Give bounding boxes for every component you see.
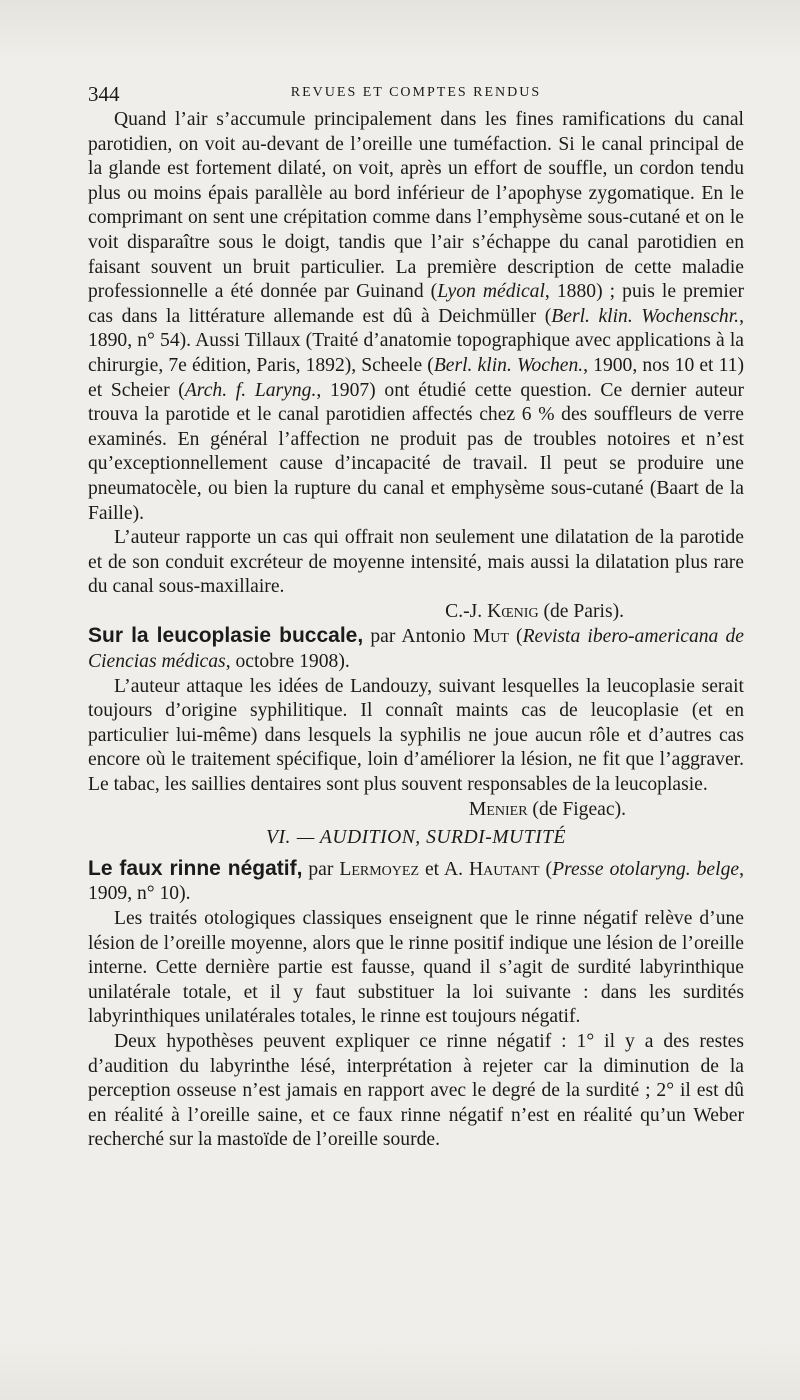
reviewer-signature (88, 798, 744, 823)
paragraph-case-report: L’auteur rapporte un cas qui offrait non seulement une dilatation de la parotide et de son conduit excréteur de moyenne intensité, mais aussi la dilatation plus rare du canal sous-maxillaire. (88, 527, 744, 598)
paragraph-text: , 1880) ; puis le premier cas dans la littérature allemande est dû à Deichmüller ( (88, 281, 745, 327)
article-heading-rinne: Le faux rinne négatif, par Lermoyez et A. Hautant (Presse otolaryng. belge, 1909, n° 10). (88, 856, 744, 905)
article-date: , octobre 1908). (225, 651, 350, 673)
journal-citation: Lyon médical (437, 281, 545, 303)
paragraph-text: , 1907) ont étudié cette question. Ce dernier auteur trouva la parotide et le canal parotidien affectés chez 6 % des souffleurs de verre examinés. En général l’affection ne produit pas de troubles notoires et n’est qu’exceptionnellement cause d’incapacité de travail. Il peut se produire une pneumatocèle, ou bien la rupture du canal et emphysème sous-cutané (Baart de la Faille). (88, 379, 745, 524)
article-heading-leucoplasie: Sur la leucoplasie buccale, par Antonio Mut (Revista ibero-americana de Ciencias médicas, octobre 1908). (88, 624, 744, 673)
article-byline: par Antonio (363, 626, 473, 648)
reviewer-place: (de Figeac). (527, 798, 626, 820)
journal-citation: Revista ibero-americana de Ciencias médicas (88, 626, 744, 673)
page-number: 344 (88, 82, 120, 106)
reviewer-name: Menier (468, 798, 528, 820)
journal-citation: Arch. f. Laryng. (184, 379, 317, 401)
journal-citation: Berl. klin. Wochenschr. (551, 305, 740, 327)
article-author: Lermoyez (339, 858, 419, 880)
article-author: Mut (472, 626, 509, 648)
article-byline: et A. (419, 858, 470, 880)
paragraph-text: , 1890, n° 54). Aussi Tillaux (Traité d’anatomie topographique avec applications à la chirurgie, 7e édition, Paris, 1892), Scheele ( (88, 305, 744, 376)
article-author: Hautant (469, 858, 540, 880)
paragraph-rinne-2: Deux hypothèses peuvent expliquer ce rinne négatif : 1° il y a des restes d’audition du labyrinthe lésé, interprétation à rejeter car la diminution de la perception osseuse n’est jamais en rapport avec le degré de la surdité ; 2° il est dû en réalité à l’oreille saine, et ce faux rinne négatif n’est en réalité qu’un Weber recherché sur la mastoïde de l’oreille sourde. (88, 1030, 744, 1151)
running-title: REVUES ET COMPTES RENDUS (290, 85, 542, 100)
reviewer-signature (88, 600, 744, 625)
paragraph-leucoplasie: L’auteur attaque les idées de Landouzy, suivant lesquelles la leucoplasie serait toujours d’origine syphilitique. Il connaît maints cas de leucoplasie (et en particulier lui-même) dans lesquels la syphilis ne joue aucun rôle et d’autres cas encore où le traitement spécifique, loin d’améliorer la lésion, ne fit que l’aggraver. Le tabac, les saillies dentaires sont plus souvent responsables de la leucoplasie. (88, 675, 744, 796)
section-title: — AUDITION, SURDI-MUTITÉ (296, 827, 566, 849)
article-byline: par (302, 858, 340, 880)
paragraph-rinne-1: Les traités otologiques classiques enseignent que le rinne négatif relève d’une lésion de l’oreille moyenne, alors que le rinne positif indique une lésion de l’oreille interne. Cette dernière partie est fausse, quand il s’agit de surdité labyrinthique unilatérale totale, et il y faut substituer la loi suivante : dans les surdités labyrinthiques unilatérales totales, le rinne est toujours négatif. (88, 908, 744, 1028)
article-title: Sur la leucoplasie buccale, (88, 624, 364, 648)
reviewer-place: (de Paris). (538, 600, 624, 622)
journal-citation: Berl. klin. Wochen. (433, 354, 584, 376)
body-text (88, 108, 744, 1153)
section-number: VI. (266, 827, 291, 849)
article-title: Le faux rinne négatif, (88, 856, 303, 880)
paragraph-text: , 1900, nos 10 et 11) et Scheier ( (88, 354, 744, 401)
paragraph-parotid (88, 108, 744, 526)
journal-citation: Presse otolaryng. belge (552, 858, 740, 880)
section-heading (88, 826, 744, 851)
paragraph-text: Quand l’air s’accumule principalement dans les fines ramifications du canal parotidien, on voit au-devant de l’oreille une tuméfaction. Si le canal principal de la glande est fortement dilaté, on voit, après un effort de souffle, un cordon tendu plus ou moins épais parallèle au bord inférieur de l’apophyse zygomatique. En le comprimant on sent une crépitation comme dans l’emphysème sous-cutané et on le voit disparaître sous le doigt, tandis que l’air s’échappe du canal parotidien en faisant souvent un bruit particulier. La première description de cette maladie professionnelle a été donnée par Guinand ( (88, 109, 744, 303)
reviewer-name: C.-J. Kœnig (445, 600, 539, 622)
article-date: , 1909, n° 10). (88, 858, 744, 905)
running-head (88, 68, 744, 108)
